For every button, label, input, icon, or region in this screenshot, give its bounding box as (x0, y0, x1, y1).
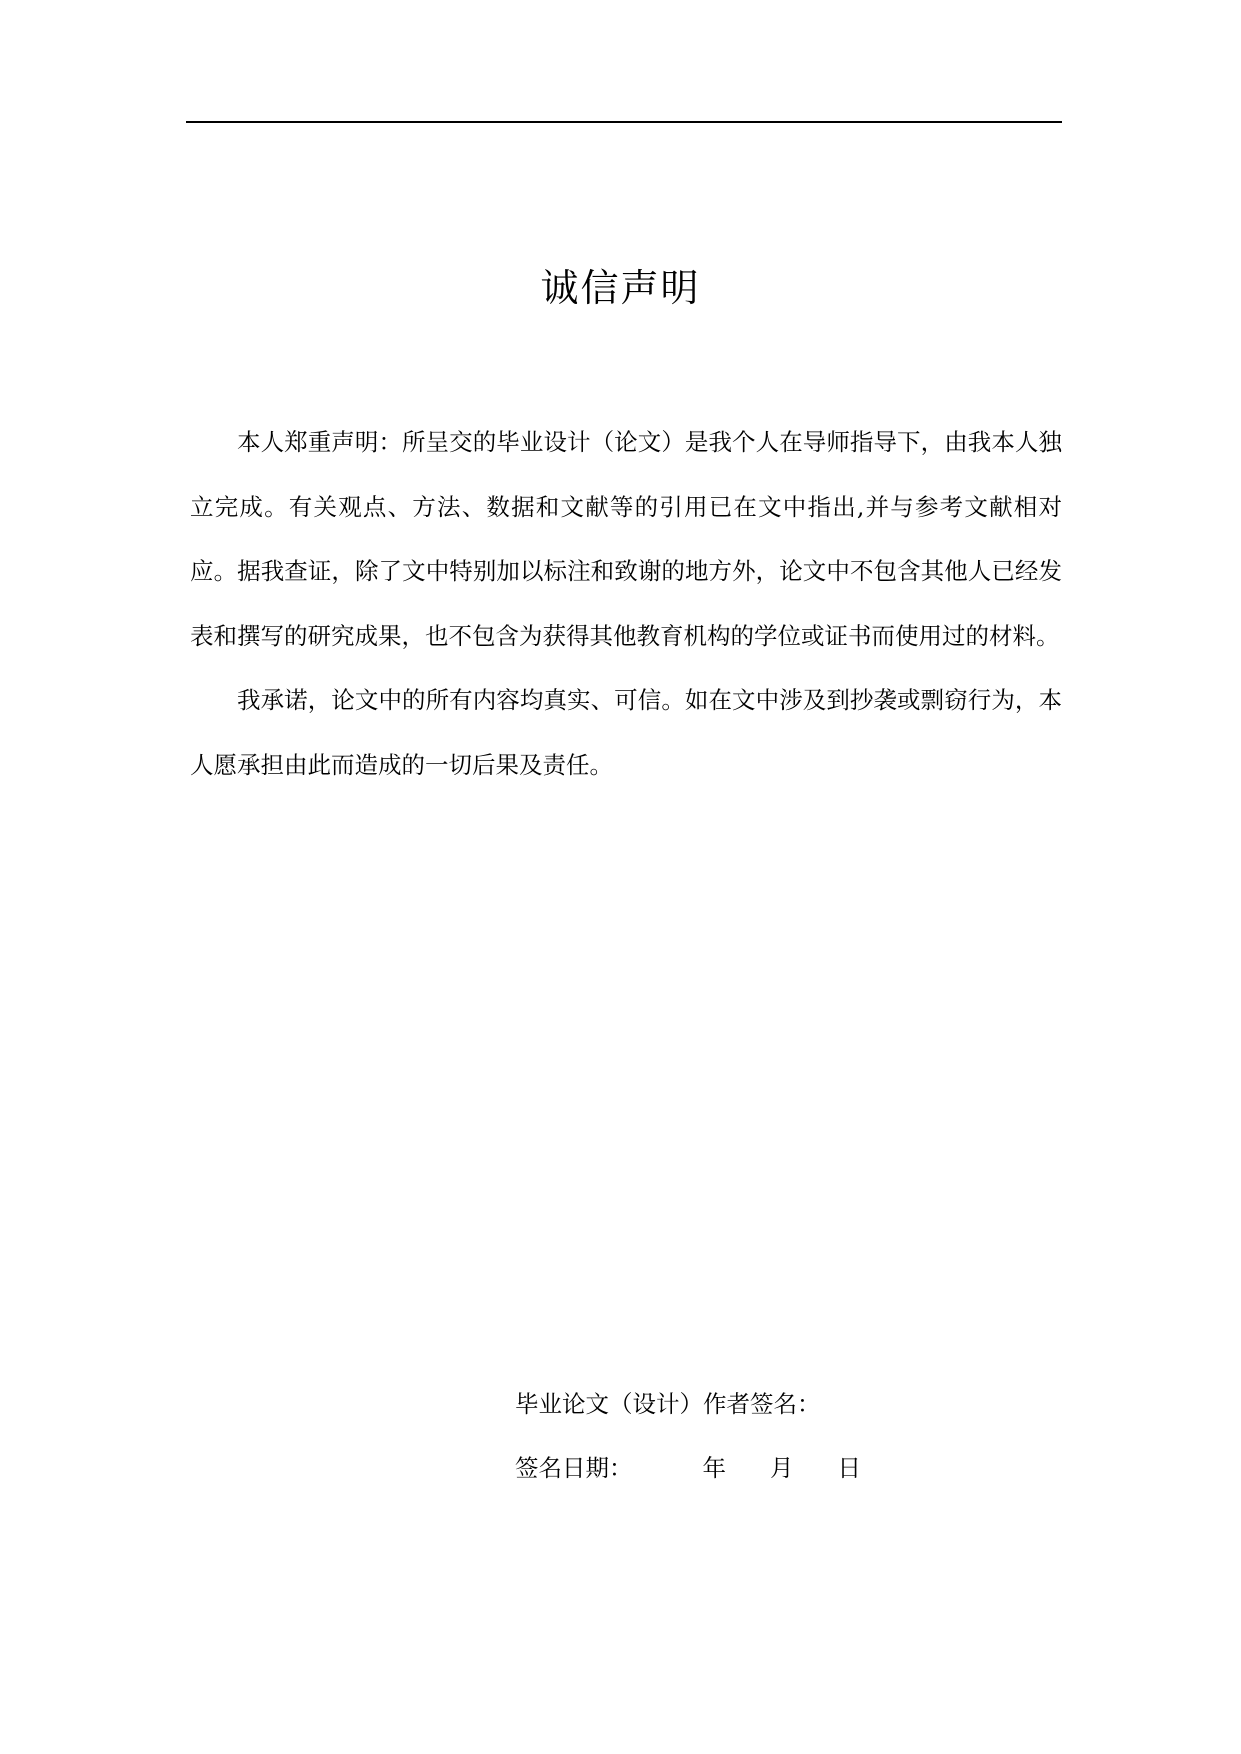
signature-date-line (515, 1436, 1015, 1500)
page-title: 诚信声明 (540, 266, 701, 310)
year-unit: 年 (702, 1454, 726, 1482)
signature-block (515, 1372, 1015, 1500)
signature-date-label: 签名日期： (515, 1454, 633, 1482)
declaration-paragraph: 本人郑重声明：所呈交的毕业设计（论文）是我个人在导师指导下，由我本人独立完成。有关观点、方法、数据和文献等的引用已在文中指出,并与参考文献相对应。据我查证，除了文中特别加以标注和致谢的地方外，论文中不包含其他人已经发表和撰写的研究成果，也不包含为获得其他教育机构的学位或证书而使用过的材料。 (190, 428, 1062, 650)
month-unit: 月 (770, 1454, 794, 1482)
declaration-body (190, 410, 1062, 797)
header-rule (186, 121, 1062, 123)
commitment-paragraph: 我承诺，论文中的所有内容均真实、可信。如在文中涉及到抄袭或剽窃行为，本人愿承担由此而造成的一切后果及责任。 (190, 686, 1062, 779)
author-signature-label: 毕业论文（设计）作者签名： (515, 1390, 821, 1418)
day-unit: 日 (837, 1454, 861, 1482)
